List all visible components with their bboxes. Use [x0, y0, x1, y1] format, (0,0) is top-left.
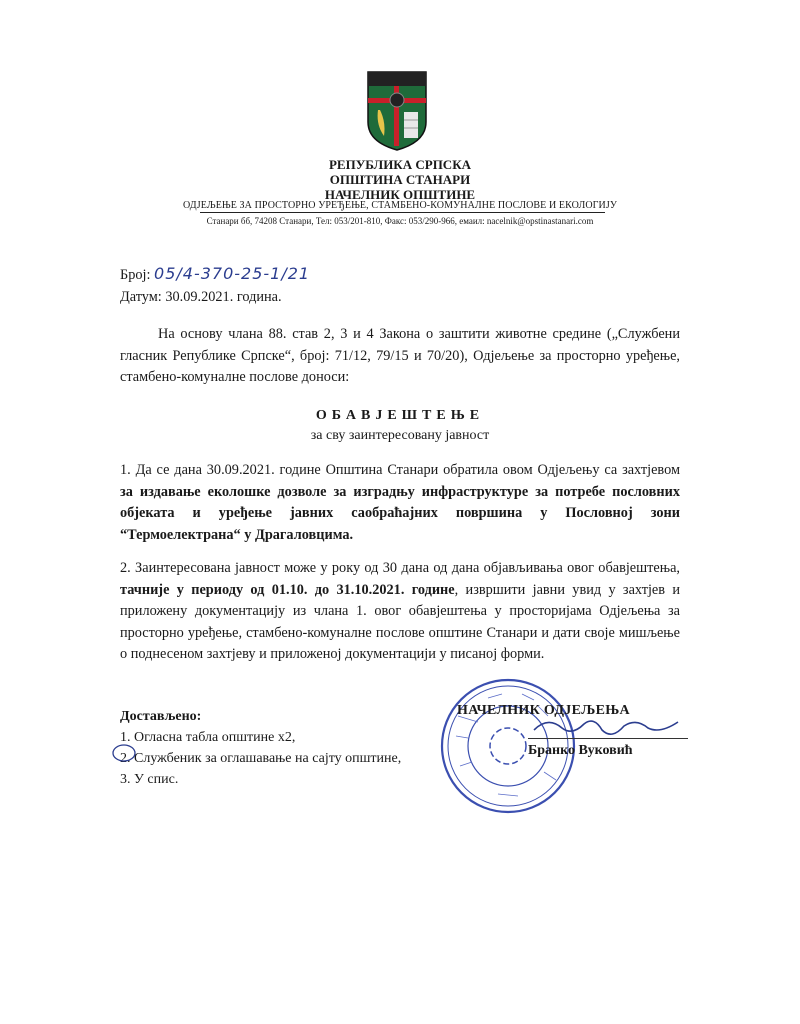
paragraph-2	[120, 558, 680, 666]
list-item: 2. Службеник за оглашавање на сајту општине,	[120, 751, 402, 766]
department-name: ОДЈЕЉЕЊЕ ЗА ПРОСТОРНО УРЕЂЕЊЕ, СТАМБЕНО-КОМУНАЛНЕ ПОСЛОВЕ И ЕКОЛОГИЈУ	[182, 200, 618, 211]
paragraph-2-text-start: 2. Заинтересована јавност може у року од 30 дана од дана објављивања овог обавјештења,	[120, 560, 680, 576]
paragraph-1	[120, 460, 680, 546]
delivery-label: Достављено:	[120, 709, 202, 724]
notice-subtitle: за сву заинтересовану јавност	[310, 428, 490, 443]
municipality-crest-logo	[366, 70, 428, 152]
signatory-title: НАЧЕЛНИК ОДЈЕЉЕЊА	[457, 703, 630, 718]
signature-line	[528, 738, 688, 739]
office-name: НАЧЕЛНИК ОПШТИНЕ	[324, 187, 476, 202]
reference-number-value: 05/4-370-25-1/21	[154, 264, 311, 283]
list-item: 3. У спис.	[120, 772, 179, 787]
document-date-label: Датум:	[120, 289, 162, 305]
notice-title: ОБАВЈЕШТЕЊЕ	[315, 408, 485, 423]
signatory-name: Бранко Вуковић	[528, 743, 633, 758]
header-divider	[200, 212, 605, 213]
paragraph-2-text-end: , извршити јавни увид у захтјев и приложену документацију из члана 1. овог обавјештења у просторијама Одјељења за просторно уређење, стамбено-комуналне послове општине Станари и дати своје мишљење о поднесеном захтјеву и приложеној документацији у писаној форми.	[120, 581, 680, 662]
paragraph-2-bold: тачније у периоду од 01.10. до 31.10.2021. године	[120, 581, 455, 598]
document-date	[120, 289, 282, 306]
reference-number	[120, 264, 310, 284]
handwritten-circle-mark	[111, 742, 137, 764]
republic-name: РЕПУБЛИКА СРПСКА	[328, 157, 472, 172]
contact-address: Станари бб, 74208 Станари, Тел: 053/201-810, Факс: 053/290-966, емаил: nacelnik@opstinastanari.com	[206, 216, 594, 226]
intro-paragraph: На основу члана 88. став 2, 3 и 4 Закона о заштити животне средине („Службени гласник Републике Српске“, број: 71/12, 79/15 и 70/20), Одјељење за просторно уређење, стамбено-комуналне послове доноси:	[120, 326, 680, 385]
reference-number-label: Број:	[120, 267, 151, 283]
paragraph-1-bold: за издавање еколошке дозволе за изградњу инфраструктуре за потребе пословних објеката и уређење јавних саобраћајних површина у Пословној зони “Термоелектрана“ у Драгаловцима.	[120, 483, 680, 543]
list-item: 1. Огласна табла општине х2,	[120, 730, 296, 745]
paragraph-1-text: 1. Да се дана 30.09.2021. године Општина Станари обратила овом Одјељењу са захтјевом	[120, 462, 680, 478]
delivery-list	[120, 706, 401, 790]
document-date-value: 30.09.2021. година.	[165, 289, 282, 305]
municipality-name: ОПШТИНА СТАНАРИ	[329, 172, 471, 187]
